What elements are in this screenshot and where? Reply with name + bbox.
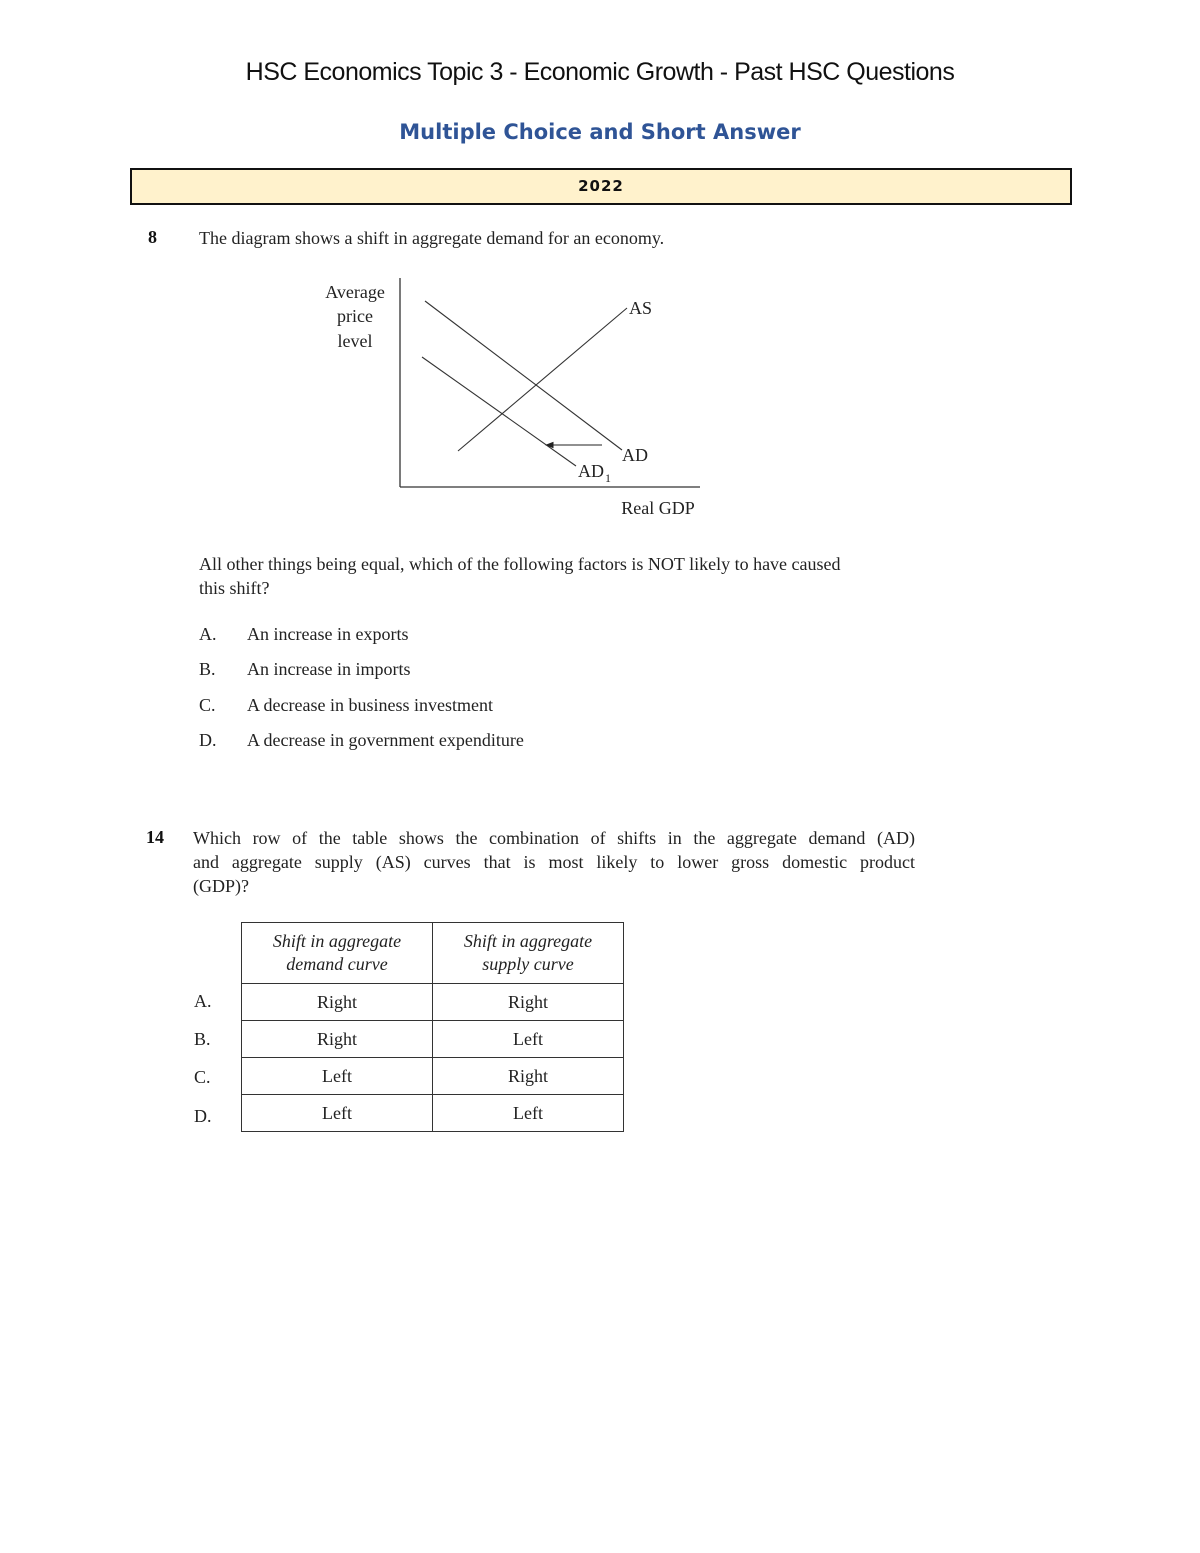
- option-text: An increase in exports: [247, 624, 409, 644]
- question-14-line-1: Which row of the table shows the combination of shifts in the aggregate demand (AD): [193, 828, 915, 848]
- x-axis-label: Real GDP: [621, 498, 695, 518]
- cell-ad: Right: [242, 1021, 433, 1058]
- ad-label: AD: [622, 445, 648, 465]
- option-text: A decrease in government expenditure: [247, 730, 524, 750]
- q14-option-b-letter[interactable]: B.: [194, 1029, 211, 1049]
- option-letter: B.: [199, 659, 216, 679]
- option-letter: A.: [199, 624, 217, 644]
- question-8-intro: The diagram shows a shift in aggregate demand for an economy.: [199, 228, 665, 248]
- q14-option-c-letter[interactable]: C.: [194, 1067, 211, 1087]
- cell-as: Left: [433, 1095, 624, 1132]
- cell-as: Right: [433, 1058, 624, 1095]
- year-banner: 2022: [130, 168, 1072, 205]
- ad1-curve: [422, 357, 576, 466]
- header-as-line-2: supply curve: [482, 954, 574, 974]
- option-text: An increase in imports: [247, 659, 411, 679]
- ad1-label: AD: [578, 461, 604, 481]
- table-row: [242, 1021, 624, 1058]
- y-axis-label-line-1: Average: [325, 282, 385, 302]
- question-14-line-3: (GDP)?: [193, 876, 249, 896]
- table-row: [242, 984, 624, 1021]
- page-title: HSC Economics Topic 3 - Economic Growth - Past HSC Questions: [245, 58, 955, 86]
- y-axis-label-line-3: level: [337, 331, 373, 351]
- question-8-text-line-1: All other things being equal, which of the following factors is NOT likely to have caused: [199, 554, 841, 574]
- header-ad-line-2: demand curve: [286, 954, 388, 974]
- header-as-shift: [433, 923, 624, 984]
- table-row: [242, 1095, 624, 1132]
- cell-ad: Left: [242, 1095, 433, 1132]
- option-letter: C.: [199, 695, 216, 715]
- option-letter: D.: [199, 730, 217, 750]
- q14-option-d-letter[interactable]: D.: [194, 1106, 212, 1126]
- option-text: A decrease in business investment: [247, 695, 493, 715]
- cell-ad: Right: [242, 984, 433, 1021]
- cell-ad: Left: [242, 1058, 433, 1095]
- table-row: [242, 1058, 624, 1095]
- cell-as: Right: [433, 984, 624, 1021]
- ad-curve: [425, 301, 622, 450]
- header-ad-line-1: Shift in aggregate: [272, 931, 402, 951]
- q14-option-a-letter[interactable]: A.: [194, 991, 212, 1011]
- header-ad-shift: [242, 923, 433, 984]
- question-8-text-line-2: this shift?: [199, 578, 270, 598]
- question-8-number: 8: [148, 227, 157, 247]
- as-curve: [458, 308, 627, 451]
- section-subtitle: Multiple Choice and Short Answer: [399, 120, 801, 144]
- y-axis-label-line-2: price: [337, 306, 373, 326]
- question-14-line-2: and aggregate supply (AS) curves that is most likely to lower gross domestic product: [193, 852, 915, 872]
- table-header-row: [242, 923, 624, 984]
- ad1-label-subscript: 1: [605, 471, 611, 485]
- question-14-number: 14: [146, 827, 164, 847]
- as-label: AS: [629, 298, 653, 318]
- shift-table: [241, 922, 624, 1132]
- header-as-line-1: Shift in aggregate: [463, 931, 593, 951]
- ad-as-diagram: [300, 270, 720, 525]
- cell-as: Left: [433, 1021, 624, 1058]
